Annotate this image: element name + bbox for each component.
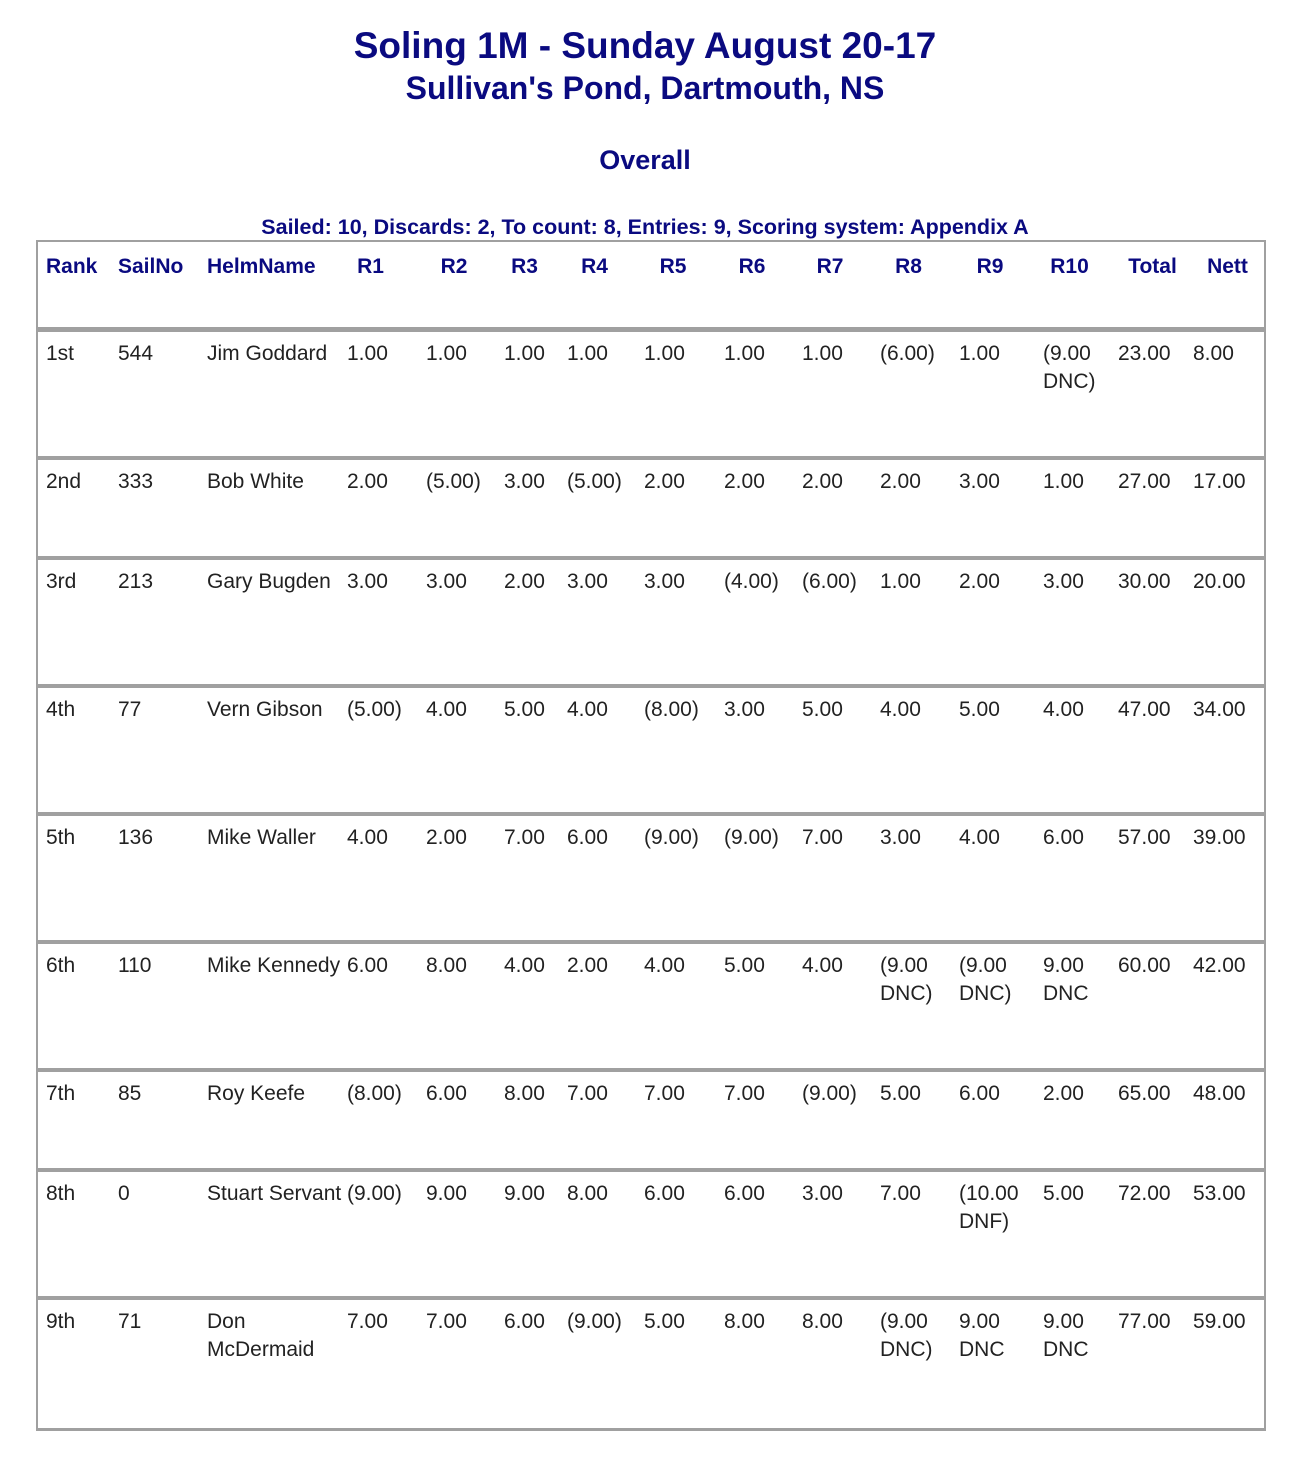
race-r2-cell: 6.00 (422, 1072, 500, 1172)
rank-cell: 1st (38, 332, 112, 460)
race-r7-cell: 7.00 (798, 816, 876, 944)
race-r3-cell: 3.00 (500, 460, 563, 560)
race-r5-cell: 2.00 (640, 460, 720, 560)
column-header-r8: R8 (876, 242, 955, 332)
section-heading: Overall (599, 145, 691, 175)
nett-cell: 20.00 (1191, 560, 1264, 688)
race-r6-cell: 2.00 (720, 460, 798, 560)
table-row (38, 816, 1264, 944)
column-header-r7: R7 (798, 242, 876, 332)
nett-cell: 17.00 (1191, 460, 1264, 560)
rank-cell: 6th (38, 944, 112, 1072)
total-cell: 65.00 (1114, 1072, 1191, 1172)
race-r6-cell: 5.00 (720, 944, 798, 1072)
race-r4-cell: (5.00) (563, 460, 640, 560)
race-r10-cell: 4.00 (1039, 688, 1114, 816)
race-r5-cell: 5.00 (644, 1310, 685, 1333)
column-header-r9: R9 (955, 242, 1039, 332)
race-r3-cell: 2.00 (500, 560, 563, 688)
rank-cell: 3rd (38, 560, 112, 688)
race-r9-cell: 4.00 (955, 816, 1039, 944)
race-r1-cell: 7.00 (347, 1310, 388, 1333)
race-r1-cell: (5.00) (343, 688, 422, 816)
sailno-cell: 544 (112, 332, 203, 460)
helmname-cell: Mike Waller (203, 816, 343, 944)
column-header-r1: R1 (343, 242, 422, 332)
race-r4-cell: 8.00 (563, 1172, 640, 1300)
total-cell: 77.00 (1118, 1310, 1171, 1333)
table-row (38, 1300, 1264, 1428)
results-table (36, 240, 1266, 1431)
sailno-cell: 110 (112, 944, 203, 1072)
race-r8-cell: (9.00 DNC) (876, 944, 955, 1072)
table-row (38, 1172, 1264, 1300)
race-r5-cell: 3.00 (640, 560, 720, 688)
race-r4-cell: 7.00 (563, 1072, 640, 1172)
column-header-r2: R2 (422, 242, 500, 332)
rank-cell: 5th (38, 816, 112, 944)
sailno-cell: 77 (112, 688, 203, 816)
helmname-cell: Don McDermaid (207, 1310, 315, 1361)
race-r7-cell: 3.00 (798, 1172, 876, 1300)
sailno-cell: 213 (112, 560, 203, 688)
helmname-cell: Jim Goddard (203, 332, 343, 460)
race-r4-cell: 3.00 (563, 560, 640, 688)
helmname-cell: Mike Kennedy (203, 944, 343, 1072)
race-r7-cell: 2.00 (798, 460, 876, 560)
column-header-rank: Rank (38, 242, 112, 332)
race-r5-cell: (9.00) (640, 816, 720, 944)
race-r9-cell: 2.00 (955, 560, 1039, 688)
table-row (38, 332, 1264, 460)
race-r8-cell: 7.00 (876, 1172, 955, 1300)
race-r7-cell: 1.00 (798, 332, 876, 460)
race-r7-cell: 8.00 (802, 1310, 843, 1333)
race-r1-cell: (8.00) (343, 1072, 422, 1172)
column-header-r10: R10 (1039, 242, 1114, 332)
table-row (38, 688, 1264, 816)
race-r10-cell: 9.00 DNC (1043, 1310, 1089, 1361)
race-r1-cell: 6.00 (343, 944, 422, 1072)
race-r3-cell: 1.00 (500, 332, 563, 460)
race-r2-cell: 1.00 (422, 332, 500, 460)
race-r8-cell: (6.00) (876, 332, 955, 460)
race-r4-cell: (9.00) (567, 1310, 622, 1333)
venue-subtitle: Sullivan's Pond, Dartmouth, NS (405, 70, 885, 106)
race-r9-cell: (10.00 DNF) (955, 1172, 1039, 1300)
column-header-r3: R3 (500, 242, 563, 332)
race-r8-cell: 4.00 (876, 688, 955, 816)
race-r10-cell: 5.00 (1039, 1172, 1114, 1300)
race-r2-cell: 2.00 (422, 816, 500, 944)
column-header-r4: R4 (563, 242, 640, 332)
race-r9-cell: 5.00 (955, 688, 1039, 816)
sailno-cell: 136 (112, 816, 203, 944)
nett-cell: 53.00 (1191, 1172, 1264, 1300)
helmname-cell: Gary Bugden (203, 560, 343, 688)
race-r3-cell: 7.00 (500, 816, 563, 944)
race-r6-cell: 3.00 (720, 688, 798, 816)
race-r9-cell: 1.00 (955, 332, 1039, 460)
nett-cell: 59.00 (1193, 1310, 1246, 1333)
race-r10-cell: 3.00 (1039, 560, 1114, 688)
race-r8-cell: 5.00 (876, 1072, 955, 1172)
race-r4-cell: 2.00 (563, 944, 640, 1072)
rank-cell: 8th (38, 1172, 112, 1300)
rank-cell: 7th (38, 1072, 112, 1172)
race-r3-cell: 8.00 (500, 1072, 563, 1172)
race-r10-cell: 1.00 (1039, 460, 1114, 560)
race-r6-cell: (4.00) (720, 560, 798, 688)
table-row (38, 460, 1264, 560)
race-r6-cell: (9.00) (720, 816, 798, 944)
rank-cell: 2nd (38, 460, 112, 560)
race-r5-cell: (8.00) (640, 688, 720, 816)
column-header-helmname: HelmName (203, 242, 343, 332)
race-r2-cell: 9.00 (422, 1172, 500, 1300)
race-r5-cell: 6.00 (640, 1172, 720, 1300)
race-r8-cell: 3.00 (876, 816, 955, 944)
race-r1-cell: 2.00 (343, 460, 422, 560)
race-r6-cell: 8.00 (724, 1310, 765, 1333)
race-r7-cell: 5.00 (798, 688, 876, 816)
race-r2-cell: 3.00 (422, 560, 500, 688)
total-cell: 57.00 (1114, 816, 1191, 944)
race-r4-cell: 4.00 (563, 688, 640, 816)
column-header-nett: Nett (1191, 242, 1264, 332)
nett-cell: 39.00 (1191, 816, 1264, 944)
race-r1-cell: 3.00 (343, 560, 422, 688)
race-r9-cell: (9.00 DNC) (955, 944, 1039, 1072)
column-header-sailno: SailNo (112, 242, 203, 332)
total-cell: 72.00 (1114, 1172, 1191, 1300)
race-r3-cell: 5.00 (500, 688, 563, 816)
total-cell: 47.00 (1114, 688, 1191, 816)
race-r8-cell: 2.00 (876, 460, 955, 560)
series-summary: Sailed: 10, Discards: 2, To count: 8, Entries: 9, Scoring system: Appendix A (261, 215, 1029, 239)
race-r1-cell: 4.00 (343, 816, 422, 944)
race-r9-cell: 9.00 DNC (959, 1310, 1005, 1361)
column-header-total: Total (1114, 242, 1191, 332)
helmname-cell: Vern Gibson (203, 688, 343, 816)
nett-cell: 34.00 (1191, 688, 1264, 816)
table-row (38, 944, 1264, 1072)
race-r10-cell: 2.00 (1039, 1072, 1114, 1172)
race-r3-cell: 4.00 (500, 944, 563, 1072)
race-r10-cell: 6.00 (1039, 816, 1114, 944)
race-r1-cell: (9.00) (343, 1172, 422, 1300)
race-r7-cell: (6.00) (798, 560, 876, 688)
race-r6-cell: 1.00 (720, 332, 798, 460)
race-r7-cell: 4.00 (798, 944, 876, 1072)
race-r5-cell: 4.00 (640, 944, 720, 1072)
race-r6-cell: 6.00 (720, 1172, 798, 1300)
helmname-cell: Bob White (203, 460, 343, 560)
race-r7-cell: (9.00) (798, 1072, 876, 1172)
race-r3-cell: 6.00 (504, 1310, 545, 1333)
race-r2-cell: (5.00) (422, 460, 500, 560)
race-r9-cell: 3.00 (955, 460, 1039, 560)
nett-cell: 8.00 (1191, 332, 1264, 460)
rank-cell: 4th (38, 688, 112, 816)
nett-cell: 42.00 (1191, 944, 1264, 1072)
race-r4-cell: 1.00 (563, 332, 640, 460)
sailno-cell: 333 (112, 460, 203, 560)
sailno-cell: 71 (118, 1310, 142, 1333)
nett-cell: 48.00 (1191, 1072, 1264, 1172)
total-cell: 60.00 (1114, 944, 1191, 1072)
helmname-cell: Stuart Servant (203, 1172, 343, 1300)
race-r2-cell: 4.00 (422, 688, 500, 816)
total-cell: 23.00 (1114, 332, 1191, 460)
sailno-cell: 85 (112, 1072, 203, 1172)
race-r2-cell: 8.00 (422, 944, 500, 1072)
race-r3-cell: 9.00 (500, 1172, 563, 1300)
race-r10-cell: 9.00 DNC (1039, 944, 1114, 1072)
race-r4-cell: 6.00 (563, 816, 640, 944)
race-r8-cell: (9.00 DNC) (880, 1310, 933, 1361)
race-r5-cell: 7.00 (640, 1072, 720, 1172)
total-cell: 27.00 (1114, 460, 1191, 560)
column-header-r5: R5 (640, 242, 720, 332)
helmname-cell: Roy Keefe (203, 1072, 343, 1172)
race-r8-cell: 1.00 (876, 560, 955, 688)
column-header-r6: R6 (720, 242, 798, 332)
page-title: Soling 1M - Sunday August 20-17 (353, 25, 937, 66)
header-row (38, 242, 1264, 332)
race-r1-cell: 1.00 (343, 332, 422, 460)
total-cell: 30.00 (1114, 560, 1191, 688)
race-r2-cell: 7.00 (426, 1310, 467, 1333)
sailno-cell: 0 (112, 1172, 203, 1300)
table-row (38, 1072, 1264, 1172)
table-row (38, 560, 1264, 688)
race-r5-cell: 1.00 (640, 332, 720, 460)
rank-cell: 9th (46, 1310, 76, 1333)
race-r10-cell: (9.00 DNC) (1039, 332, 1114, 460)
race-r9-cell: 6.00 (955, 1072, 1039, 1172)
race-r6-cell: 7.00 (720, 1072, 798, 1172)
